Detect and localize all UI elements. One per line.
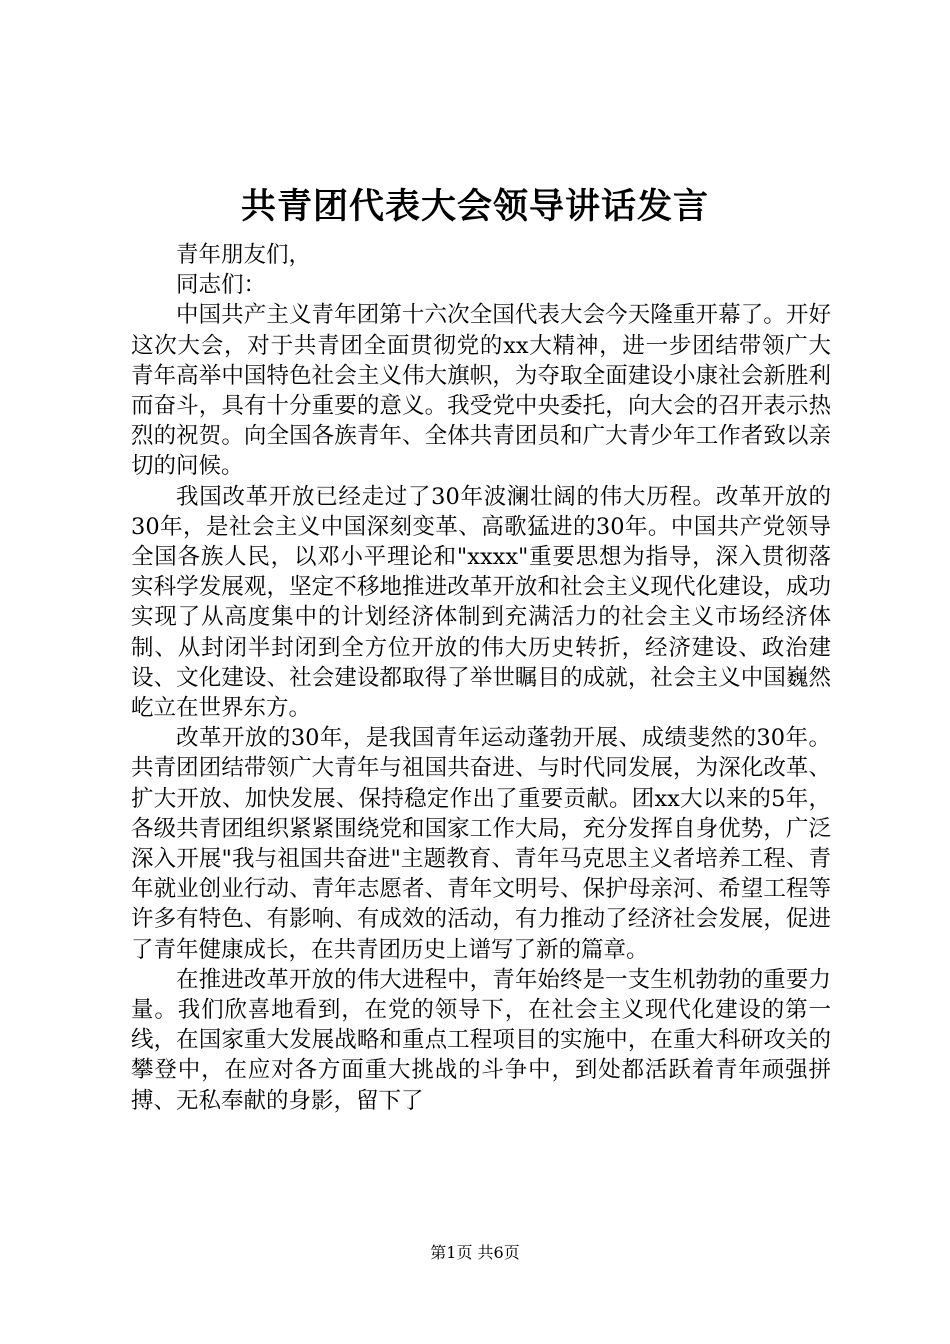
document-body xyxy=(131,240,831,1116)
body-paragraph: 改革开放的30年，是我国青年运动蓬勃开展、成绩斐然的30年。共青团团结带领广大青年与祖国共奋进、与时代同发展，为深化改革、扩大开放、加快发展、保持稳定作出了重要贡献。团xx大以来的5年，各级共青团组织紧紧围绕党和国家工作大局，充分发挥自身优势，广泛深入开展"我与祖国共奋进"主题教育、青年马克思主义者培养工程、青年就业创业行动、青年志愿者、青年文明号、保护母亲河、希望工程等许多有特色、有影响、有成效的活动，有力推动了经济社会发展，促进了青年健康成长，在共青团历史上谱写了新的篇章。 xyxy=(131,725,831,963)
body-paragraph: 在推进改革开放的伟大进程中，青年始终是一支生机勃勃的重要力量。我们欣喜地看到，在党的领导下，在社会主义现代化建设的第一线，在国家重大发展战略和重点工程项目的实施中，在重大科研攻关的攀登中，在应对各方面重大挑战的斗争中，到处都活跃着青年顽强拼搏、无私奉献的身影，留下了 xyxy=(131,966,831,1114)
body-paragraph: 我国改革开放已经走过了30年波澜壮阔的伟大历程。改革开放的30年，是社会主义中国深刻变革、高歌猛进的30年。中国共产党领导全国各族人民，以邓小平理论和"xxxx"重要思想为指导，深入贯彻落实科学发展观，坚定不移地推进改革开放和社会主义现代化建设，成功实现了从高度集中的计划经济体制到充满活力的社会主义市场经济体制、从封闭半封闭到全方位开放的伟大历史转折，经济建设、政治建设、文化建设、社会建设都取得了举世瞩目的成就，社会主义中国巍然屹立在世界东方。 xyxy=(131,483,831,722)
page-footer xyxy=(0,1243,950,1263)
body-paragraph: 中国共产主义青年团第十六次全国代表大会今天隆重开幕了。开好这次大会，对于共青团全面贯彻党的xx大精神，进一步团结带领广大青年高举中国特色社会主义伟大旗帜，为夺取全面建设小康社会新胜利而奋斗，具有十分重要的意义。我受党中央委托，向大会的召开表示热烈的祝贺。向全国各族青年、全体共青团员和广大青少年工作者致以亲切的问候。 xyxy=(131,302,831,480)
salutation-line: 青年朋友们， xyxy=(176,242,312,268)
page-number: 第1页 共6页 xyxy=(430,1243,520,1262)
salutation-line: 同志们： xyxy=(176,272,267,299)
document-title: 共青团代表大会领导讲话发言 xyxy=(240,186,709,227)
